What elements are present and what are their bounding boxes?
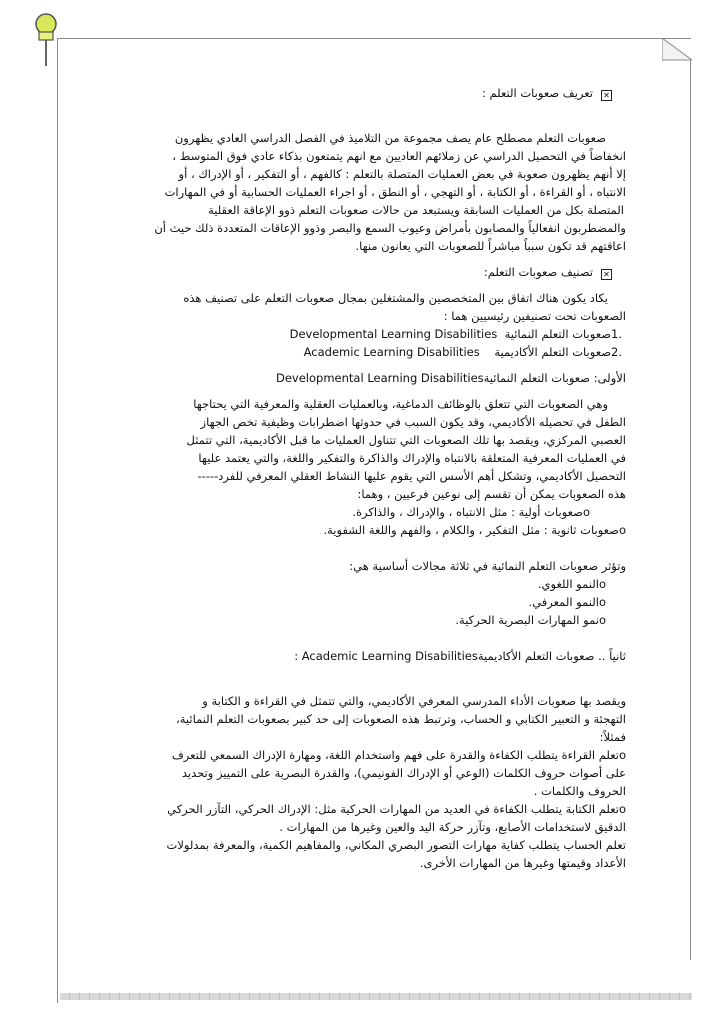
area-item: oنمو المهارات البصرية الحركية.	[455, 613, 606, 627]
paragraph-line: المتصلة بكل من العمليات السابقة ويستبعد من حالات صعوبات التعلم ذوو الإعاقة العقلية	[208, 203, 624, 217]
paragraph-line: العصبي المركزي، ويقصد بها تلك الصعوبات التي تتناول العمليات ما قبل الأكاديمية، التي تتمثل	[186, 433, 626, 447]
paragraph-line: على أصوات حروف الكلمات (الوعي أو الإدراك الفونيمي)، والقدرة البصرية على التمييز وتحديد	[181, 766, 626, 780]
paragraph-line: إلا أنهم يظهرون صعوبة في بعض العمليات المتصلة بالتعلم : كالفهم ، أو التفكير ، أو الإدراك ، أو	[178, 167, 626, 181]
paragraph-line: وهي الصعوبات التي تتعلق بالوظائف الدماغية، وبالعمليات العقلية والمعرفية التي يحتاجها	[193, 397, 608, 411]
list-item: oصعوبات أولية : مثل الانتباه ، والإدراك ، والذاكرة.	[352, 505, 590, 519]
areas-intro: وتؤثر صعوبات التعلم النمائية في ثلاثة مجالات أساسية هي:	[349, 559, 626, 573]
paragraph-line: اعاقتهم قد تكون سبباً مباشراً للصعوبات التي يعانون منها.	[355, 239, 626, 253]
paragraph-line: يكاد يكون هناك اتفاق بين المتخصصين والمشتغلين بمجال صعوبات التعلم على تصنيف هذه	[183, 291, 608, 305]
classification-item-1: .1صعوبات التعلم النمائية Developmental Learning Disabilities	[289, 327, 622, 341]
paragraph-line: والمضطربون انفعالياً والمصابون بأمراض وعيوب السمع والبصر وذوو الإعاقات المتعددة ذلك حيث أن	[154, 221, 626, 235]
checkbox-bullet-icon: ✕	[601, 90, 612, 101]
paragraph-line: انخفاضاً في التحصيل الدراسي عن زملائهم العاديين مع انهم يتمتعون بذكاء عادي فوق المتوسط ،	[172, 149, 626, 163]
paragraph-line: الانتباه ، أو القراءة ، أو الكتابة ، أو التهجي ، أو النطق ، أو اجراء العمليات الحسابية أو في المهارات	[164, 185, 626, 199]
paragraph-line: الطفل في تحصيله الأكاديمي، وقد يكون السبب في حدوثها اضطرابات وظيفية تخص الجهاز	[200, 415, 626, 429]
checkbox-bullet-icon: ✕	[601, 269, 612, 280]
first-heading: الأولى: صعوبات التعلم النمائيةDevelopmental Learning Disabilities	[276, 371, 626, 385]
list-item: oصعوبات ثانوية : مثل التفكير ، والكلام ، والفهم واللغة الشفوية.	[323, 523, 626, 537]
page-right-edge	[690, 60, 691, 960]
paragraph-line: الحروف والكلمات .	[533, 784, 626, 798]
classification-intro	[100, 289, 626, 325]
second-paragraph	[100, 692, 626, 872]
classification-item-2: .2صعوبات التعلم الأكاديمية Academic Learning Disabilities	[303, 345, 622, 359]
paragraph-line: الأعداد وقيمتها وغيرها من المهارات الأخرى.	[419, 856, 626, 870]
second-heading: ثانياً .. صعوبات التعلم الأكاديميةAcademic Learning Disabilities :	[294, 649, 626, 663]
page-corner-fold	[662, 38, 692, 62]
paragraph-line: تعلم الحساب يتطلب كفاية مهارات التصور البصري المكاني، والمفاهيم الكمية، والمعرفة بمدلولات	[166, 838, 626, 852]
first-paragraph	[100, 395, 626, 539]
paragraph-line: الصعوبات تحت تصنيفين رئيسيين هما :	[443, 309, 626, 323]
paragraph-line: هذه الصعوبات يمكن أن تقسم إلى نوعين فرعيين ، وهما:	[357, 487, 626, 501]
paragraph-line: فمثلاً:	[599, 730, 626, 744]
paragraph-line: التهجئة و التعبير الكتابي و الحساب، وترتبط هذه الصعوبات إلى حد كبير بصعوبات التعلم النمائية،	[176, 712, 626, 726]
paragraph-line: oتعلم القراءة يتطلب الكفاءة والقدرة على فهم واستخدام اللغة، ومهارة الإدراك السمعي للتعرف	[171, 748, 626, 762]
paragraph-line: ويقصد بها صعوبات الأداء المدرسي المعرفي الأكاديمي، والتي تتمثل في القراءة و الكتابة و	[202, 694, 626, 708]
definition-paragraph	[100, 129, 626, 255]
paragraph-line: التحصيل الأكاديمي، وتشكل أهم الأسس التي يقوم عليها النشاط العقلي المعرفي للفرد-----	[197, 469, 626, 483]
paragraph-line: oتعلم الكتابة يتطلب الكفاءة في العديد من المهارات الحركية مثل: الإدراك الحركي، التآزر الحركي	[167, 802, 626, 816]
area-item: oالنمو اللغوي.	[537, 577, 606, 591]
document-body	[100, 84, 626, 872]
paragraph-line: في العمليات المعرفية المتعلقة بالانتباه والإدراك والذاكرة والتفكير واللغة، والتي يعتمد عليها	[198, 451, 626, 465]
paragraph-line: صعوبات التعلم مصطلح عام يصف مجموعة من التلاميذ في الفصل الدراسي العادي يظهرون	[174, 131, 606, 145]
area-item: oالنمو المعرفي.	[528, 595, 606, 609]
page-bottom-edge	[60, 993, 692, 1000]
classification-heading: ✕تصنيف صعوبات التعلم:	[100, 263, 626, 281]
definition-heading: ✕تعريف صعوبات التعلم :	[100, 84, 626, 102]
paragraph-line: الدقيق لاستخدامات الأصابع، وتآزر حركة اليد والعين وغيرها من المهارات .	[279, 820, 626, 834]
